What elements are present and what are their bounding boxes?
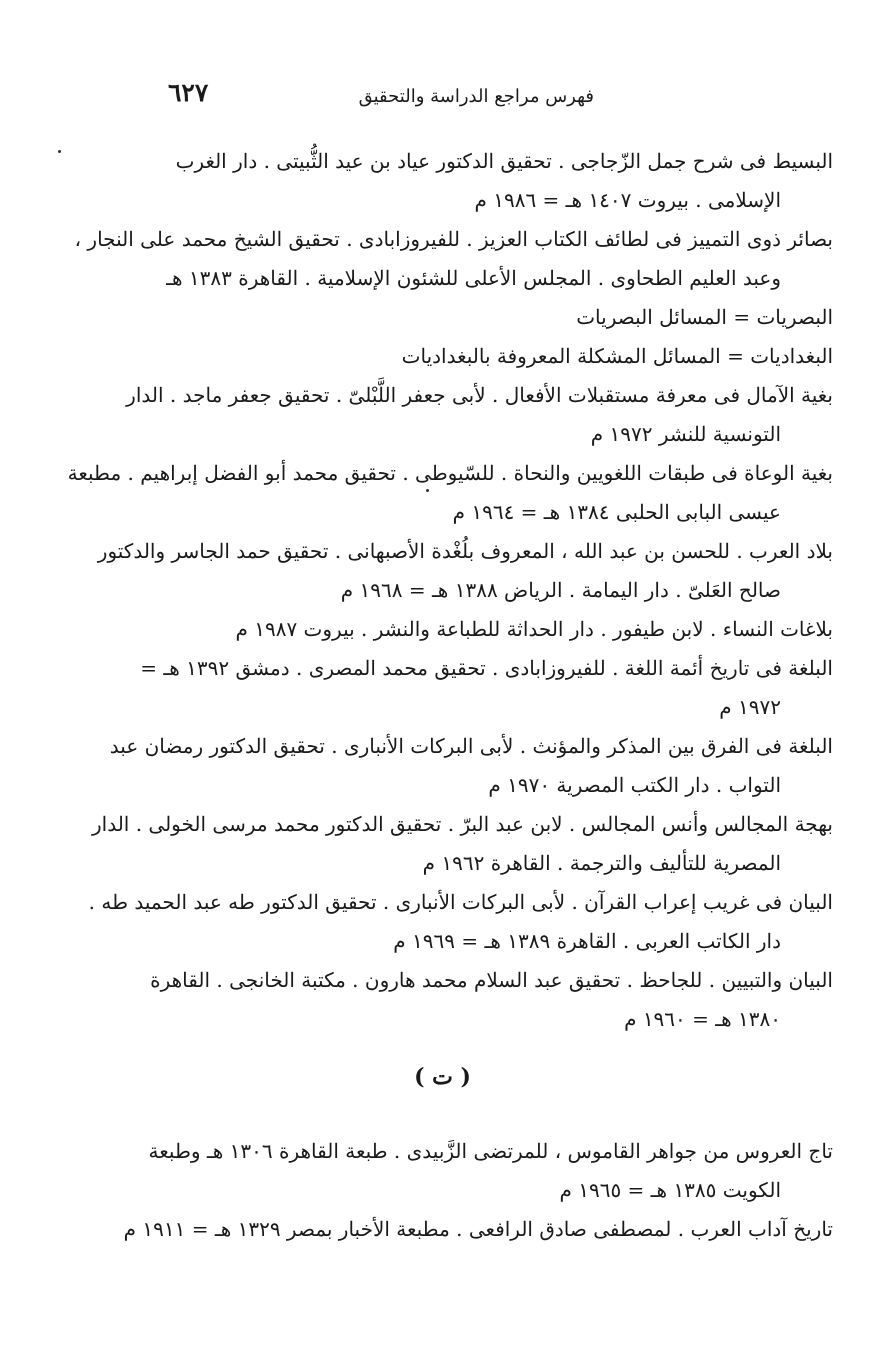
- entry-continuation-line: عيسى البابى الحلبى ١٣٨٤ هـ = ١٩٦٤ م: [452, 500, 781, 524]
- entry-continuation-line: ١٩٧٢ م: [719, 695, 781, 719]
- bibliography-entry: [131, 961, 833, 1039]
- entry-first-line: البغداديات = المسائل المشكلة المعروفة بالبغداديات: [401, 344, 833, 368]
- entry-first-line: بلاد العرب . للحسن بن عبد الله ، المعروف بلُغْدة الأصبهانى . تحقيق حمد الجاسر والدكتور: [97, 539, 833, 563]
- bibliography-entry: [131, 1132, 833, 1210]
- page-number: ٦٢٧: [168, 78, 209, 107]
- bibliography-list-section-ta: [123, 1132, 833, 1249]
- entry-first-line: بلاغات النساء . لابن طيفور . دار الحداثة للطباعة والنشر . بيروت ١٩٨٧ م: [235, 617, 833, 641]
- bibliography-entry: [88, 883, 833, 961]
- entry-first-line: البسيط فى شرح جمل الزّجاجى . تحقيق الدكتور عياد بن عيد الثُّبيتى . دار الغرب: [175, 149, 833, 173]
- bibliography-entry: [97, 532, 833, 610]
- entry-first-line: البلغة فى تاريخ أئمة اللغة . للفيروزابادى . تحقيق محمد المصرى . دمشق ١٣٩٢ هـ =: [140, 656, 833, 680]
- bibliography-entry: [126, 376, 833, 454]
- bibliography-entry: [67, 454, 833, 532]
- bibliography-entry: [91, 805, 833, 883]
- bibliography-entry: [74, 220, 833, 298]
- running-title: فهرس مراجع الدراسة والتحقيق: [358, 86, 594, 107]
- bibliography-entry: [123, 1210, 833, 1249]
- entry-first-line: بصائر ذوى التمييز فى لطائف الكتاب العزيز . للفيروزابادى . تحقيق الشيخ محمد على النجار ،: [74, 227, 833, 251]
- entry-continuation-line: وعبد العليم الطحاوى . المجلس الأعلى للشئون الإسلامية . القاهرة ١٣٨٣ هـ: [166, 266, 781, 290]
- bibliography-entry: [131, 142, 833, 220]
- entry-first-line: تاريخ آداب العرب . لمصطفى صادق الرافعى . مطبعة الأخبار بمصر ١٣٢٩ هـ = ١٩١١ م: [123, 1217, 833, 1241]
- bibliography-entry: [131, 337, 833, 376]
- entry-first-line: البصريات = المسائل البصريات: [576, 305, 833, 329]
- entry-first-line: بغية الوعاة فى طبقات اللغويين والنحاة . للسّيوطى . تحقيق محمد أبو الفضل إبراهيم . مطبعة: [67, 461, 833, 485]
- entry-first-line: البلغة فى الفرق بين المذكر والمؤنث . لأبى البركات الأنبارى . تحقيق الدكتور رمضان عبد: [109, 734, 833, 758]
- entry-continuation-line: صالح العَلىّ . دار اليمامة . الرياض ١٣٨٨ هـ = ١٩٦٨ م: [340, 578, 781, 602]
- bibliography-entry: [131, 649, 833, 727]
- page-header: [160, 78, 832, 112]
- entry-continuation-line: الإسلامى . بيروت ١٤٠٧ هـ = ١٩٨٦ م: [474, 188, 781, 212]
- entry-first-line: بغية الآمال فى معرفة مستقبلات الأفعال . لأبى جعفر اللَّبْلىّ . تحقيق جعفر ماجد . الدار: [126, 383, 833, 407]
- bibliography-entry: [131, 298, 833, 337]
- print-speck: [426, 489, 429, 492]
- entry-continuation-line: المصرية للتأليف والترجمة . القاهرة ١٩٦٢ م: [422, 851, 781, 875]
- section-heading: ( ت ): [414, 1064, 471, 1090]
- entry-first-line: البيان فى غريب إعراب القرآن . لأبى البركات الأنبارى . تحقيق الدكتور طه عبد الحميد طه .: [88, 890, 833, 914]
- bibliography-entry: [131, 610, 833, 649]
- entry-first-line: تاج العروس من جواهر القاموس ، للمرتضى الزَّبيدى . طبعة القاهرة ١٣٠٦ هـ وطبعة: [148, 1139, 833, 1163]
- bibliography-entry: [109, 727, 833, 805]
- print-speck: [58, 150, 61, 153]
- entry-continuation-line: دار الكاتب العربى . القاهرة ١٣٨٩ هـ = ١٩٦٩ م: [393, 929, 781, 953]
- bibliography-list: [67, 142, 833, 1039]
- entry-continuation-line: التواب . دار الكتب المصرية ١٩٧٠ م: [488, 773, 781, 797]
- entry-first-line: بهجة المجالس وأنس المجالس . لابن عبد البرّ . تحقيق الدكتور محمد مرسى الخولى . الدار: [91, 812, 833, 836]
- entry-continuation-line: ١٣٨٠ هـ = ١٩٦٠ م: [624, 1007, 781, 1031]
- entry-continuation-line: الكويت ١٣٨٥ هـ = ١٩٦٥ م: [559, 1178, 781, 1202]
- entry-first-line: البيان والتبيين . للجاحظ . تحقيق عبد السلام محمد هارون . مكتبة الخانجى . القاهرة: [150, 968, 833, 992]
- entry-continuation-line: التونسية للنشر ١٩٧٢ م: [590, 422, 781, 446]
